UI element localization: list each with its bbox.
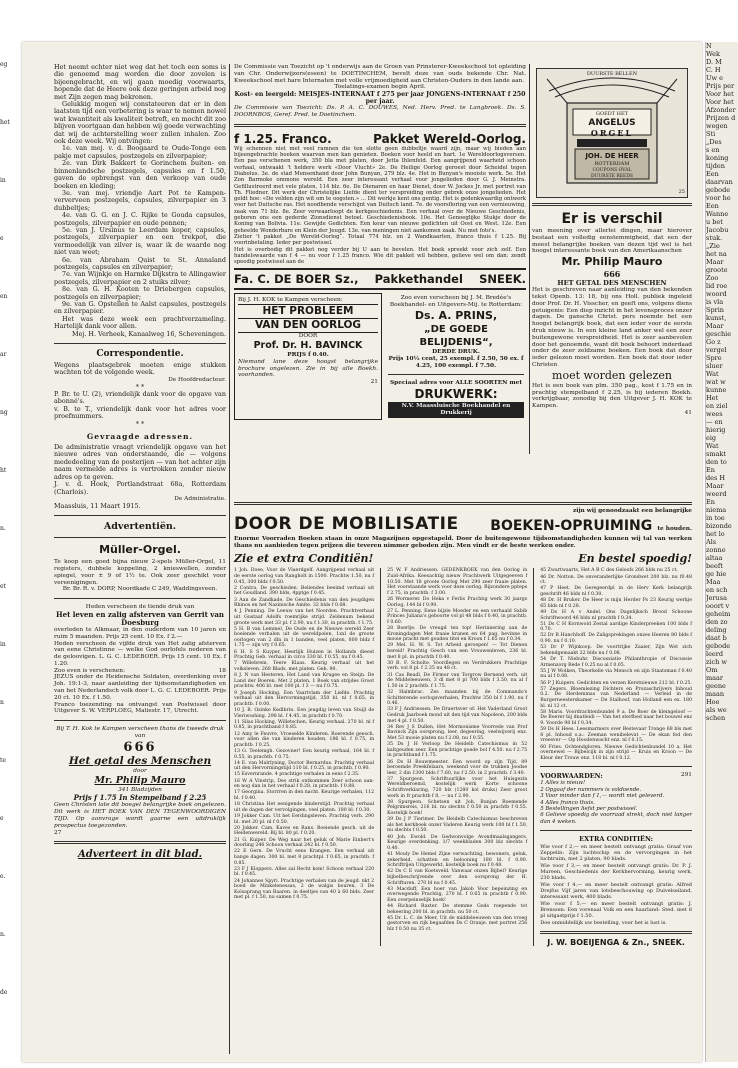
- book-offer: 46 Dr. Notton. De onveranderlijke Grondwet 200 blz. nu f0.48 ct.: [540, 574, 692, 586]
- right-edge-fragment: Om: [706, 666, 718, 674]
- book-offer: 58 Maris. Voordrachtenbundel 9 a. De Boer de kleingeloof — De Boerer bij dnatleidi — Van het sterfbed naar het bouwel enz 9. Voorde 98 bl f 0.34.: [540, 709, 692, 726]
- right-edge-fragment: Go z: [706, 338, 721, 346]
- left-edge-fragment: ng: [0, 409, 8, 416]
- right-edge-fragment: beeft: [706, 562, 723, 570]
- kweekschool-fees: Kost- en leergeld: MEISJES-INTERNAAT f 275 per jaar JONGENS-INTERNAAT f 250 per jaar.: [234, 91, 526, 106]
- bavinck-intro: Bij J. H. KOK te Kampen verscheen:: [238, 297, 343, 304]
- donation-item: 3e. van mej. vriendje Aart Pot te Kampen-ververveen postzegels, capsules, zilverpapier en 3 dubbeltjes;: [54, 188, 226, 212]
- left-edge-fragment: et: [0, 583, 6, 590]
- pakket-text-3: Het is overbodig dit pakket nog verder bij U aan te bevelen. Het boek spreekt voor zich zelf. Een handelswaarde van f 4 — nu voor f 1.25 franco. Wie dit pakket wil hebben, gelieve wel om dan: zendt speedig postwissel aan de: [234, 246, 526, 266]
- right-edge-fragment: Wat: [706, 442, 719, 450]
- right-edge-fragment: zonne: [706, 546, 726, 554]
- right-edge-fragment: En: [706, 466, 715, 474]
- right-edge-fragment: geene: [706, 682, 726, 690]
- right-edge-fragment: wegen: [706, 122, 728, 130]
- mobilisatie-title: DOOR DE MOBILISATIE: [234, 513, 459, 534]
- book-offer: 16 W A Vinstrip, Des strik ontkommen Zeer schoon aan- en nog dan in het verhaal f 0.28, in prachtb. f 0.88.: [234, 778, 375, 790]
- right-edge-fragment: voor he: [706, 194, 731, 202]
- right-edge-fragment: het na: [706, 250, 727, 258]
- book-offer: 39 Ds J P Tierimer. De Heidelb Catechismus beschreven als het kerkboek onzer Vaderen Keurig werk 100 bl f 1.50, nu slechts f 0.50.: [387, 817, 528, 834]
- orgel-label: GOEDT HET: [595, 111, 629, 117]
- book-offer: 25 W. F Andriessen. GEDENKBOEK van den Oorlog in Zuid-Afrika. Keesachtig nieuw Prachtwerk Uitgegeeven f 10.50. Met 18 groote Oorlog Met 290 zeer fraaie platen. Het voorstaande werk voor deze oorlog. Bijzondere ppteps f 2.75, in prachtb. f 3.00.: [387, 568, 528, 596]
- mobilisatie-subtitle: Enorme Voorraden Boeken staan in onze Magazijnen opgestapeld. Door de buitengewone tijdsomstandigheden kunnen wij tal van werken thans nu aanbieden tegen prijzen die teveren nimmer geboden zijn. Men vindt er de beste werken onder.: [234, 535, 692, 549]
- bavinck-price: PRIJS f 0.40.: [287, 352, 329, 359]
- book-offer: 59 Ds H Hees. Leesmarmers over Bestevaar Tronge 68 bls met 8 pl. Inhoud o.a.: Zeeman wenibelevat — De ekan fod den vreesver — Op Hoodenwacht enz. nl f 0.15.: [540, 727, 692, 744]
- right-edge-fragment: den to: [706, 458, 727, 466]
- book-offer: 55 J W Wolken, Theorkelle via Mensch en zijn Staatsman f 0.40 nu al f 0.08.: [540, 668, 692, 680]
- kweekschool-notice: De Commissie van Toezicht op 't onderwijs aan de Groen van Prinsterer-Kweekschool tot opleiding van Chr. Onderwijzers(essen) te DOETINCHEM, bevelt deze van ouds bekende Chr. Nat. Kweekschool met hare Internaten met volle vrijmoedigheid aan Christen-Ouders in den lande aan.: [234, 64, 526, 84]
- orgel-city: ROTTERDAM: [594, 161, 630, 167]
- kok-price: Prijs f 1.75 In Stempelband f 2.25: [73, 793, 207, 803]
- right-edge-fragment: Maa: [706, 578, 721, 586]
- mauro-text: Het is geschreven naar aanleiding van den bekenden tekst Openb. 13: 18, bij ons Holl. publiek ingeleid door Prof. Dr. H. Visscher, en geeft ons, volgens diens getuigenis: Een diep inzicht in het levensproces onzer dagen. De gansche Christ. pers noemde het een hoogst belangrijk boek, dat een ieder voor de eerste druk nieuw is. In een kleine land anker wel een zeer buitengewone verspreidheid. Het is zeer aanbevolen door het genoemde, want dit boek behoort inderdaad onder de zeer zeldzame boeken. Een boek dat door ieder gelezen moet worden. Een boek dat door ieder Christen: [532, 287, 692, 368]
- right-edge-fragment: Afzonder: [706, 106, 736, 114]
- right-edge-fragment: woord: [706, 290, 727, 298]
- left-edge-fragment: n.: [0, 525, 6, 532]
- book-offer: 56 P J Kuipers. Gedichten en verzen Kerstnieuwe 212 bl. f 0.25.: [540, 680, 692, 686]
- extra-condition-item: Doe onmiddellijk uw bestelling, voor het is lust is.: [540, 919, 667, 926]
- book-offer: 38 Spurgeon. Schetsen uit Joh. Bunjan Roemende Pelgrimsreis, 216 bl. nu slechts f 0.50 in prachtb f 0.55. Kostelijk boek!: [387, 799, 528, 817]
- book-offer: 6 H. S S Kuyper, Heerlijk Huizen in Hollands dieest Prachtig Geb. verhaal in circo 330 bl. f 0.55, nu f 0.45.: [234, 649, 375, 661]
- donation-item: 6e. van Abraham Quist te St. Annaland postzegels, capsules en zilverpapier;: [54, 255, 226, 271]
- right-edge-fragment: deling: [706, 626, 727, 634]
- donation-item: 2e. van Dirk Bakkert te Gorinchem buiten- en binnenlandsche postzegels, capsules en f 1.50, gaven de opbrengst van den verkoop van oude boeken en kleding;: [54, 159, 226, 190]
- right-edge-fragment: Jerusa: [706, 594, 727, 602]
- correspondence-2: P. Br. te U. (2), vriendelijk dank voor de opgave van abonné's.: [54, 390, 226, 406]
- right-edge-fragment: Sti: [706, 130, 716, 138]
- orgel-top-text: DUURSTE BELLEN: [586, 71, 638, 77]
- right-edge-fragment: „Zie: [706, 242, 720, 250]
- right-edge-fragment: des H: [706, 474, 726, 482]
- condition-item: 3 Voor minder dan f 1,— wordt niet geleverd.: [540, 793, 665, 800]
- date-line: Maassluis, 11 Maart 1915.: [54, 501, 141, 510]
- donation-list: [54, 145, 226, 330]
- book-offer: 49 Ds H A v Andel. Ons Dagelijksch Brood Schoone Schriftwoord 46 blds nl prachtb f 0.34.: [540, 609, 692, 621]
- left-edge-fragment: te: [0, 757, 6, 764]
- condition-item: 2 Opgaaf der nummers is voldoende.: [540, 786, 642, 793]
- right-edge-fragment: En: [706, 498, 715, 506]
- correspondence-sign: De Hoofdredacteur.: [168, 376, 226, 383]
- right-edge-fragment: gebode: [706, 642, 731, 650]
- book-offer: 7 Willebrem, Teere Klaas. Keurig verhaal uit het volksleven. 268 Blads. met platen. Geb. 90.: [234, 661, 375, 673]
- right-edge-fragment: Spre: [706, 354, 722, 362]
- orgel-tag-1: COUPONS OVAL: [592, 168, 632, 173]
- verschil-text: van meening over allerlei dingen, maar hierover bestaat een volledig eenstemmigheid, dat een der meest belangrijke boeken van dezen tijd wel is het hoogst interessante boek van den Amerikaanschen: [532, 228, 692, 255]
- right-edge-fragment: s en: [706, 146, 720, 154]
- right-edge-fragment: kunst,: [706, 314, 727, 322]
- orgel-brand: ANGELUS: [588, 118, 636, 128]
- administration-sign: De Administratie.: [174, 495, 226, 502]
- pakket-text-2: Zietier 't pakket „De Wereld-Oorlog“. Totaal 774 blz. en 2 Wandkaarten, franco thuis f 1.25. Bij voorinbetaling. Ieder per postwissel.: [234, 233, 526, 247]
- right-edge-fragment: Wanne: [706, 210, 729, 218]
- book-offer: 52 Dr B Hanchhoff. De Zaligsprekingen onzes Heeren 80 blds f 0.90. nu f 0.10.: [540, 633, 692, 645]
- left-edge-fragment: ar: [0, 351, 7, 358]
- book-offer: 33 F J Andriessen. De Draertsver of: Het Vaderland Groot Gedruk Jaarboek mond uit den tijd van Napoleon, 200 blds met 4 pl. f 0.50.: [387, 707, 528, 724]
- prins-author: Ds. A. PRINS,: [414, 309, 498, 323]
- right-edge-fragment: lid roe: [706, 282, 728, 290]
- right-edge-fragment: groote: [706, 266, 728, 274]
- extra-condition-item: Wie voor f 5,— en meer bestelt ontvangt gratis: J. Brenssen: Een vorenaal Volk en een haarland: Sted. met 8 pl uitgastprijs f 1.50.: [540, 900, 692, 919]
- book-offer: 27 L. Penning. Eene bijzie Moeder en een verhaald Sabib Princes Juliana's geboorte vol pl 48 blds f 0.40, in prachtb. f 0.60.: [387, 608, 528, 625]
- book-offer: 3 Aan de Zandkade. De Geschiedenis van den jeugdigen Rhinos en het Nazinische Amite. 32 blds f 0.08.: [234, 597, 375, 609]
- right-edge-fragment: „Des: [706, 138, 722, 146]
- orgel-maker: JOH. DE HEER: [585, 152, 639, 160]
- kok-author: Mr. Philip Mauro: [94, 774, 186, 786]
- jezus-soldaten-text: JEZUS onder de Heidensche Soldaten, overdenking over Joh. 19:1-3, naar aanleiding der tijdsomstandigheden en van het Nederlandsch volk door L. G. C. LEDEBOER. Prijs 20 ct. 10 Ex. f 1.50.: [54, 674, 226, 701]
- requested-addresses-heading: Gevraagde adressen.: [86, 432, 194, 442]
- right-edge-fragment: hierig: [706, 426, 726, 434]
- book-offer: 26 Wormerer. Do Heka v Ferlis Prachtig werk 30 jaargs Oorlog, 144 bl f 0.90.: [387, 596, 528, 608]
- moet-text: Het is een boek van plm. 350 pag., kost f 1.75 en in prachtig stempelband f 2.25, is bij iederen Boekh. verkrijgbaar, zonodig bij den Uitgever J. H. KOK te Kampen.: [532, 382, 692, 410]
- condition-item: 1 Alles is nieuw!: [540, 780, 586, 787]
- right-edge-fragment: het lo: [706, 530, 725, 538]
- right-edge-fragment: geschie: [706, 330, 732, 338]
- right-edge-fragment: zich w: [706, 658, 727, 666]
- right-edge-fragment: in toe: [706, 514, 725, 522]
- book-offer: 2 Contra, De geschieden. Beliendes beeimd verhaal uit het Goudland. 390 blds, 4pptge f 0.45.: [234, 585, 375, 597]
- right-edge-fragment: als we: [706, 706, 727, 714]
- column-right: [532, 64, 692, 417]
- opruiming-title: BOEKEN-OPRUIMING: [490, 517, 653, 534]
- mauro-name: Mr. Philip Mauro: [561, 255, 663, 269]
- right-edge-fragment: geheim: [706, 610, 731, 618]
- right-edge-fragment: Wat: [706, 370, 719, 378]
- right-edge-fragment: maar: [706, 674, 724, 682]
- de-boer-name: Fa. C. DE BOER Sz.,: [234, 272, 359, 287]
- right-edge-fragment: Een: [706, 202, 719, 210]
- book-offer: 23 F J Kloppers. Alles zal Recht kom! Schoon verhaal 220 bl. f 0.45.: [234, 866, 375, 878]
- extra-condition-item: Wie voor f 3,— en meer bestelt ontvangt gratis: Dr. P. J. Mureen, Geschiedenis der Kerkhervorming, keurig werk, 230 blads.: [540, 862, 692, 881]
- right-edge-fragment: Zoo: [706, 274, 719, 282]
- book-list-column-1: [234, 568, 374, 946]
- book-offer: 45 Zwartwaarts, Het A B C des Geloofs 266 blds nu 25 ct.: [540, 568, 678, 574]
- drukwerk-address: N.V. Maassluische Boekhandel en Drukkerij: [388, 402, 524, 418]
- book-offer: 35 Ds J H Verloop De Heidelb Catechismus in 52 kaltgeuden zeer. Een prachtige goede bol f 4.50. nu f 2.75 in prachtband f 1.75.: [387, 742, 528, 759]
- condition-item: 5 Bestellingen liefst per postwissel.: [540, 805, 638, 812]
- right-edge-fragment: smakt: [706, 450, 726, 458]
- bavinck-ad: [234, 293, 382, 419]
- moet-ref: 41: [684, 409, 692, 416]
- right-edge-fragment: Wek: [706, 50, 720, 58]
- right-edge-fragment: Voor het: [706, 90, 734, 98]
- book-list-column-2: [387, 568, 527, 946]
- book-offer: 41 Mouly De Hemel Zijne verwachting, bewoners, geluk, zekerheid, schatten en belooning 180 bl. f 0.90. Schriftrijen Uitgewerkt, kostelijk boek nu f 0.48.: [387, 851, 528, 869]
- book-offer: 36 Ds H Bouwmeester. Een woord op zijn Tijd, 89 beroemde Preekfelaars, weekend voor de trukken Joodse leer, 2 din 1300 blds f 7.60, nu f 2.50. in 2 prachtb. f 3.40.: [387, 759, 528, 776]
- muller-orgel-text: Te koop een goed bijna nieuw 2-spels Müller-Orgel, 11 registers, dubbele koppeling, 2 knieswellen, zonder spiegel, voor ± 9 of 1½ te. Ook zeer geschikt voor vereenigingen.: [54, 559, 226, 586]
- right-edge-fragment: sluer: [706, 362, 723, 370]
- book-offer: 44 Richard Baxter. De stemme Gods roepende tot bekeering 200 bl. in prachtb. nu 50 ct.: [387, 904, 528, 915]
- right-edge-fragment: Uw e: [706, 74, 723, 82]
- kok-intro: Bij T. H. Kok te Kampen verscheen thans de tweede druk van: [56, 726, 224, 740]
- stars-2: * *: [135, 419, 145, 428]
- mauro-book-title: HET GETAL DES MENSCHEN: [557, 279, 667, 288]
- mobilisatie-section: [234, 502, 692, 946]
- kok-pages: 341 Bladzijden: [118, 786, 162, 793]
- book-offer: 40 Joh. Ewold. De Gedwonvolge Avondmaalsgangers. Keurige overdenking. 1/7 weekbladen 300 blz slechts f 0.40.: [387, 834, 528, 851]
- right-page-edge: [705, 42, 738, 1062]
- book-offer: 24 Johannes Spyri. Prachtige verhalen van de jeugd. nkt 2 boed de Minkelenessas, 2 de walgis bouren, 3 De Kolsaprang van Baaren. in deeltjes van 40 à 60 blds. Zeer met pl. f 1.50, nu samen f 0.75.: [234, 878, 375, 901]
- right-edge-fragment: en sch: [706, 586, 728, 594]
- right-edge-fragment: Het: [706, 394, 719, 402]
- book-offer: 19 Jokker Cam. Uit het Eerdingsleven. Prachtig verh. 290 bl. met 20 pl. nl f 0.50.: [234, 814, 375, 825]
- right-edge-fragment: Jacobu: [706, 226, 729, 234]
- right-edge-fragment: daat b: [706, 634, 727, 642]
- orgel-ref: 25: [678, 189, 685, 195]
- condition-item: 6 Gelieve spoedig de voorraad strekt, doch niet langer dan 4 weken.: [540, 812, 692, 825]
- bavinck-title-1: HET PROBLEEM: [238, 304, 378, 319]
- right-edge-fragment: N: [706, 42, 712, 50]
- book-offer: 29 Mel. H. W. S. Tot Arbeid geroepen! — Tot Dienen bereid! Prachtig Gesch van een Vrouwenleven, 236 bl. met 8 pl. in prachtb f 0.40.: [387, 643, 528, 660]
- drukwerk-intro: Speciaal adres voor ALLE SOORTEN met: [389, 380, 523, 387]
- left-edge-fragment: eg: [0, 61, 8, 68]
- kok-door: door: [133, 767, 147, 774]
- prins-title: „DE GOEDE BELIJDENIS“,: [419, 324, 493, 349]
- book-offer: 34 Rev J S Dullen, Het Mormonisme Voorrede van Prof Bavinck Zijn oorsprong, leer, degeering, veelwijverij enz. Met 53 mooie platen nu f 2.08, nu f 0.55.: [387, 724, 528, 741]
- book-offer: 20 Jokker. Cam. Kaves en Rans. Boeiende gesch. uit de Heidenwereld. Bij bl. 80 pl. f 0.20.: [234, 825, 375, 837]
- book-offer: 47 P Heet. De Geregeerdpl in de Herv Kerk belangrijk geschrift 46 blds nl f 0.30.: [540, 586, 692, 597]
- orgel-tag-2: DUURSTE REEDS: [590, 174, 634, 179]
- right-edge-fragment: daarvan: [706, 178, 733, 186]
- right-edge-fragment: u bet: [706, 218, 723, 226]
- left-edge-fragment: e: [0, 235, 4, 242]
- right-edge-fragment: Voor het: [706, 98, 734, 106]
- right-edge-fragment: schen: [706, 714, 726, 722]
- prins-intro: Zoo even verscheen bij J. M. Bredée's Boekhandel- en Uitgevers-Mij. te Rotterdam:: [389, 295, 523, 309]
- right-edge-fragment: altaa: [706, 554, 723, 562]
- book-offer: 37 Spurgeon. Schriftuurlijke voor het Huisgezin Wereldberoemd, kostelijk werk Korte schoone Schriftverklaring, 720 blz (1280 kol druks) Zeer groot werk in fr prachtb f 8, — nu f 2.90.: [387, 776, 528, 799]
- right-edge-fragment: Maar: [706, 482, 724, 490]
- right-edge-fragment: — en: [706, 418, 723, 426]
- de-boer-business: Pakkethandel: [374, 272, 463, 287]
- doesburg-title: Het leven en zalig afsterven van Gerrit van Doesburg: [56, 609, 224, 627]
- left-edge-fragment: het: [0, 119, 10, 126]
- book-offer: 11 Silas Hocking, Willetschen, Keurig verhaal. 270 bl. nl f 0.85, in prachtband f 0.85.: [234, 719, 375, 731]
- signature: Mej. H. Verheek, Kanaalweg 16, Scheveningen.: [72, 329, 226, 338]
- left-edge-fragment: n.: [0, 931, 6, 938]
- book-offer: 51 Ds C H Kornwold Zestal aardige Kinderpreeken 100 blds f 0.70.: [540, 621, 692, 633]
- book-offer: 54 Dr T. Niebuhr. Discussiatie Philanthropie of Discussie Armenzorg Rede f 0.25 nu al f 0.05.: [540, 657, 692, 668]
- orgel-word: ORGEL: [590, 128, 634, 138]
- left-edge-fragment: en: [0, 293, 8, 300]
- right-edge-fragment: maan: [706, 690, 725, 698]
- right-edge-fragment: vergel: [706, 346, 727, 354]
- advertisements-heading: Advertentiën.: [103, 521, 177, 533]
- drukwerk-title: DRUKWERK:: [414, 387, 498, 402]
- requested-addresses-addr: J. v. d. Hoek, Portlandstraat 68a, Rotterdam (Charlois).: [54, 480, 226, 496]
- correspondence-text: Wegens plaatsgebrek moeten enige stukken wachten tot de volgende week.: [54, 361, 226, 377]
- intro-paragraph-2: Gelukkig mogen wij constateeren dat er in den laatsten tijd een verbetering is waar te nemen nowel wat kwantiteit als kwaliteit betreft, en mocht dit zoo blijven voortgaan dan hebben wij goede verwachting dat wij de achterstelling weer zullen inhalen. Zoo ook deze week. Wij ontvingen:: [54, 100, 226, 146]
- kok-number: 666: [123, 739, 157, 755]
- right-edge-fragment: Prijzen d: [706, 114, 736, 122]
- book-offer: 15 Esvernrande. 4 prachtige verhalen in eens f 2.35.: [234, 772, 360, 778]
- donation-item: 7e. van Wijnkje en Harmke Dijkstra te Allingawier postzegels, zilverpapier en 2 stuiks zilver;: [54, 270, 226, 286]
- right-edge-fragment: koning: [706, 154, 729, 162]
- right-edge-fragment: weerd: [706, 490, 727, 498]
- left-edge-fragment: de: [0, 989, 8, 996]
- bestel-heading: En bestel spoedig!: [578, 552, 692, 566]
- right-edge-fragment: niema: [706, 506, 727, 514]
- extra-condition-item: Wie voor f 4,— en meer bestelt ontvangt gratis: Alfred Drejfus Vijf jaren van lotsbeschouwing op Duivelseiland, interessant werk, 400 blads.: [540, 881, 692, 900]
- right-edge-fragment: stuk.: [706, 234, 723, 242]
- pakket-price: f 1.25. Franco.: [234, 131, 332, 146]
- book-offer: 12 Amy le Feuvre, Vroeselde Kinderen. Roerende geesch. voor allen die van kinderen houden, 186 bl. f 0.75, in prachtb. f 0.25.: [234, 731, 375, 748]
- right-edge-fragment: bizonde: [706, 522, 732, 530]
- moet-heading: moet worden gelezen: [552, 368, 672, 382]
- mauro-number: 666: [603, 269, 621, 280]
- right-edge-fragment: Een: [706, 170, 719, 178]
- voorwaarden-heading: VOORWAARDEN:: [540, 772, 603, 781]
- book-offer: 17 Georgina. Storrren in den nacht. Keurige verhalen, 112 bl. f 0.40.: [234, 790, 375, 802]
- book-offer: 42 Ds C E van Koetsveld. Vanwaar onzen Bijbel? Keurige bijbelbeschrijvende over den oorsprong der H. Schrifturen. 270 bl nu f 0.45.: [387, 869, 528, 886]
- left-edge-fragment: e: [0, 815, 4, 822]
- book-offer: 31 Cas Beadl, De Firmor van Torgrow Bernend verh. uit de Middeleeuwen, 3 dl met 8 pl 700 blds f 3.50, nu al f 1.50 in 2 prachtb. f 1.75.: [387, 672, 528, 689]
- donation-item: 5e. van J. Ursinus te Leerdam koper, capsules, postzegels, zilverpapier en een trekpot, die vermoedelijk van zilver is, waar ik de waarde nog niet van weet;: [54, 225, 226, 257]
- book-offer: 30 B. F. Scholte. Voordlegen en Verdrukkers Prachtige verh. vol 8 pl. f 2.35 nu 48 ct.: [387, 660, 528, 672]
- advertise-here-footer: Adverteert in dit blad.: [77, 849, 203, 861]
- left-edge-fragment: in: [0, 177, 6, 184]
- book-offer: 9 Joseph Hocking. Een Vaartvlam der Liefde. Prachtig verhaal uit den Hervormingstijd, 350 bl. nl f 0.65, in prachtb. f 0.00.: [234, 690, 375, 707]
- de-boer-city: SNEEK.: [479, 272, 526, 287]
- book-offer: 28 Boerlje. De vreugd ten top! Herinnering aan de Kroningdagen Met fraaie kranen en 64 pag. bevinne in mooie pracht met gouden titel en Kroon f 1.65 nu f 0.34.: [387, 626, 528, 643]
- prins-edition: DERDE DRUK.: [432, 349, 480, 356]
- left-edge-fragment: e.: [0, 873, 6, 880]
- newspaper-page: [22, 42, 702, 1062]
- book-offer: 8 J. N van Hesteren, Het Land van Krugee en Steijn. De Land der Boeren. Met 2 platen, 1 Boek van strijdes Groot prachtw. 406 bl. met 100 pl. f 3 — nu f 0.75.: [234, 673, 375, 690]
- kok-text: Geen Christen late dit boegel belangrijke boek ongelezen. Dit werk is HET BOEK VAN DEN TEGENWOORDIGEN TIJD. Op aanvrage wordt gaarne een uitdruklijk prospectus toegezonden.: [54, 802, 226, 829]
- column-middle: [234, 64, 526, 420]
- extra-conditien-heading: EXTRA CONDITIËN:: [579, 835, 654, 844]
- right-edge-fragment: D. M: [706, 58, 722, 66]
- verploeg-text: Franco toezending na ontvangst van Postwissel door Uitgever S. W. VERPLOEG, Maliestr. 17, Utrecht.: [54, 701, 226, 715]
- right-edge-fragment: Hoe: [706, 698, 720, 706]
- bavinck-ref: 21: [370, 379, 378, 386]
- book-offer: 5 H. B van Lemmel, De Oude en de Nieuwe wereld Zeer boeiende verhalen uit de wereldpolen, 1xxl de groote oorlogen van 2 dln in 1 banden, veel platen, 800 bldz f 1.75 — zijn vry f 0.65.: [234, 626, 375, 649]
- book-offer: 43 Macduff, Een hoer van Jakob Voor bepeinzing en overwegende Prachtig, 270 bl. f 0.65 in prachtb f 0.90. Een overpeinselijk boek!: [387, 886, 528, 903]
- book-offer: 53 Dr P Wijnkoop. De voortrijke Zaaier, Zijn Wet zich bekendgemaakt 22 blds nu f 0.08.: [540, 645, 692, 656]
- right-edge-fragment: Sprin: [706, 306, 724, 314]
- verschil-heading: Er is verschil: [561, 211, 663, 227]
- right-edge-fragment: Prijs per: [706, 82, 735, 90]
- right-edge-fragment: wees: [706, 410, 723, 418]
- right-edge-fragment: kunne: [706, 386, 727, 394]
- voorwaarden-ref: 291: [680, 772, 692, 779]
- right-edge-fragment: C. H: [706, 66, 721, 74]
- donation-item: Het was deze week een prachtverzameling. Hartelijk dank voor allen.: [54, 314, 226, 331]
- conditien-heading: Zie et extra Conditiën!: [234, 552, 374, 566]
- right-edge-fragment: den zo: [706, 618, 728, 626]
- boeijenga-footer: J. W. BOEIJENGA & Zn., SNEEK.: [547, 937, 685, 947]
- bavinck-title-2: VAN DEN OORLOG: [238, 319, 378, 333]
- right-edge-fragment: leerd: [706, 650, 724, 658]
- correspondence-heading: Correspondentie.: [96, 349, 184, 360]
- left-edge-fragment: ht: [0, 467, 7, 474]
- kweekschool-sign: De Commissie van Toezicht: Ds. P. A. C. DOUWES, Ned. Herv. Pred. te Langbroek. Ds. S. DOORNBOS, Geref. Pred. te Doetinchem.: [234, 105, 526, 118]
- left-edge-fragment: n: [0, 699, 4, 706]
- extra-condition-item: Wie voor f 2,— en meer bestelt ontvangt gratis: Graaf von Zeppelin: Zijn luchtschip en de vervorgingen in het luchtruim, met 2 platen, 90 blads.: [540, 843, 692, 862]
- book-offer: 57 Zegers. Bloemlezing Dichters en Prozaschrijvers Inhoud 0.2. De Herdemmas van Nederland — Verleid in de Burgerneesterskamer — De Stalhoof, van Holland een ex. 180 bl. nl 12 ct.: [540, 686, 692, 709]
- donation-item: 8e. van G. H. Kooten te Driebergen capsules, postzegels en zilverpapier;: [54, 285, 226, 301]
- mobilisatie-right-1: zijn wij genoodzaakt een belangrijke: [572, 508, 692, 514]
- book-offer: 10 J. B. Ozinke Kedlbrin. Een jeugdig leven van Stuijl de Vleriwsshing. 298 bl. f 4.45, in prachtb f 0.70.: [234, 707, 375, 719]
- condition-item: 4 Alles franco thuis.: [540, 799, 595, 806]
- just-published-ref: 18: [218, 667, 226, 674]
- right-edge-fragment: gebode: [706, 186, 731, 194]
- bavinck-text: Niemand lane deze hoogst belangrijke brochure ongelezen. Zie in bij alle Boekh. voorhanden.: [238, 358, 378, 379]
- right-edge-fragment: wat w: [706, 378, 726, 386]
- donation-item: 1e. van mej. v. d. Boogaard te Oude-Tonge een pakje met capsules, postzegels en zilverpapier;: [54, 144, 226, 160]
- stars: * *: [135, 382, 145, 391]
- donation-item: 4e. van G. G. en J. C. Rijke te Gouda capsules, postzegels, zilverpapier en oude pennen;: [54, 211, 226, 227]
- requested-addresses-text: De administratie vraagt vriendelijk opgave van het nieuwe adres van onderstaande, die — volgens mededeeling van de posterijen — van het achter zijn naam vermelde adres is vertrokken zonder nieuw adres op te geven.: [54, 443, 226, 481]
- kweekschool-exam: Toelatings-examen begin April.: [334, 84, 426, 91]
- doesburg-intro: Heden verscheen de tiende druk van: [85, 604, 195, 611]
- left-edge-fragment: in: [0, 641, 6, 648]
- bavinck-author: Prof. Dr. H. BAVINCK: [253, 340, 363, 352]
- bavinck-door: DOOR: [298, 333, 318, 340]
- pakket-text: Wij schennen niet met veel ramnen die ten slotte geen dubbeltje waard zijn, maar wij bieden aan bijeengebrachte boeken waarvan men kan genieten. Boeken voor heeld en hart. 1e Wereldoorlogsversen. Een pas verschenen werk, 350 bla met platen, door Jetta Ihlenfeld. Een aangrijpend waarheid schoon verhaal, ontwaakt 't heldere werk «Door Vlucht» 2e. De Heilige Oorlog geroest door Scheidel tegen Diabolus. 3e. de stad Mensenhand door John Bunyan, 279 blz. 4e. Het in Bunyan's mooiste werk. 5e. Het Zon Barmoke ommone wereld. Een zeer interessant verhaal voor jongelieden door G. J. Meinstra. Gefillustreerd met vele platen, 114 blz. 6e. De Dienaren en haar Dienst, door W. Jockes Jr. met portret van Th. Fliedner. Dit werk der Christelijke Liefde dient ter verspreiding onder gebrek onze jongelieden. Het geldt hoe: «De velden zijn wit om te oogsten.» ... Dit werkje kent ons gentig. Het is gedenkwaardig ontwerk voor het Duitsche ras. Het noodbende verschijnt van Duitsch land. 7e. de voorsfloring van een vernieuwing, zaak van 71 blz. 8e. Zeer verwaarloopt de kerkgeschiedenis. Een verhaal over de Nieuwe Geschiedenis, geboren ons een gederde Zionsdienst betoel. Geschiedenisbook. 10e. Het Genoeglijke Stukje door de Koning van Bolivia. 11e. Gewijde Gedichten. Een keur van nieuwe gedichten uit Oost en West. 12e. Een geheelde Wonderbare en Klein der Jeugd. 13e. van meningen niet aankomen zaak. Nu met foto's.: [234, 145, 526, 234]
- correspondence-3: v. B. te T., vriendelijk dank voor het adres voor proefnummers.: [54, 404, 226, 421]
- pakket-title: Pakket Wereld-Oorlog.: [373, 131, 526, 146]
- book-offer: 18 Christina Het eenigende kinderstijd. Prachtig verhaal uit de dagen der vervolgingen, veel platen. 180 bl. f 0.30.: [234, 802, 375, 813]
- right-edge-fragment: Maar: [706, 258, 724, 266]
- right-edge-fragment: eig: [706, 434, 717, 442]
- just-published-label: Zoo even is verschenen:: [54, 667, 125, 674]
- doesburg-text: overleden te Alkmaar, in den ouderdom van 10 jaren en ruim 5 maanden. Prijs 25 cent. 10 Ex. f 2.—: [54, 626, 226, 640]
- muller-orgel-address: Br. Br. R. v. DORP, Noordkade C 249, Waddingsveen.: [62, 586, 218, 593]
- book-offer: 4 J. Penning. De Leeuw van het Noorden. Prachtverhaal uit Gustaaf Adolfs roemrijke strijd. Zeldenum bekend groote werk met 33 pl. f 2.90, nu f 1.30, in prachtb. f 1.75.: [234, 609, 375, 626]
- book-offer: 13 G. Teelemgh. Gezovner! Een keurig verhaal, 164 bl. f 0.55, in prachtb. f 0.75.: [234, 748, 375, 760]
- angelus-orgel-illustration: [536, 68, 688, 198]
- book-offer: 14 E. van Malrlyning, Doctor Bernardus. Prachtig verhaal uit den Hervormingstijd 110 bl. f 0.25, in prachtb. f 0.90.: [234, 760, 375, 772]
- book-list-column-3: [540, 568, 692, 946]
- intro-paragraph: Het neemt echter niet weg dat het toch een soms is die genoemd mag worden die door zovelen is bijeengebracht, en wij gaan moedig voorwaarts, hopende dat de Heere ook deze geringen arbeid nog met Zijn zegen mag bekronen.: [54, 63, 226, 101]
- book-offer: 60 Fries. Ochtendgloren. Nieuwe Gedichtenbundel 10 a. Het overnewel — Bijbelcijk in zijn strijd — Kruis en Kroon — De Kleur der Trouw enz. 118 bl. nl f 0.12.: [540, 744, 692, 761]
- book-offer: 45 Dr. L. C. de Meer, Uit de middeleeuwen van den vroeg gestorven en rijk begaafden Ds C Oranje. met portret 256 blz f 0.50 nu 35 ct.: [387, 915, 528, 933]
- christinne-text: Heden verscheen de vijfde druk van Het zalig afsterven van eene Christinne — welke God oorlofels nederen van de geloovigen. L. G. C. LEDEBOER. Prijs 15 cent. 10 Ex. f 1.20.: [54, 640, 226, 667]
- muller-orgel-title: Müller-Orgel.: [99, 543, 181, 557]
- right-edge-fragment: Als: [706, 538, 717, 546]
- mobilisatie-right-3: te houden.: [657, 525, 692, 532]
- prins-price: Prijs 10½ cent, 25 exempl. f 2.50, 50 ex. f 4.25, 100 exempl. f 7.50.: [388, 355, 524, 369]
- kok-page-ref: 27: [54, 829, 62, 836]
- left-page-edge: [0, 60, 20, 1050]
- right-edge-fragment: is vla: [706, 298, 724, 306]
- donation-item: 9e. van G. Opstellen te Aalst capsules, postzegels en zilverpapier.: [54, 300, 226, 316]
- right-edge-fragment: en ziel: [706, 402, 728, 410]
- book-offer: 32 Haimbrac. Zes maanden bij de Commando's Schitterende oorlogsverhalen, Prachtw 350 bl f 1.90, nu f 0.46.: [387, 690, 528, 707]
- column-left: [54, 64, 226, 861]
- right-edge-fragment: Maar: [706, 322, 724, 330]
- right-edge-fragment: ge hie: [706, 570, 727, 578]
- book-offer: 48 Dr. H Bruker. De Heer is mijn Herder Ps 23 Keurig werkje 65 blds nl f 0.28.: [540, 598, 692, 609]
- book-offer: 1 Joh. Doee, Voor de Vlaerdgelf. Aangrijpend verhaal uit de eerste oorlog van Rangholt in 1500. Prachtw 1.50, nu f 0.45, 300 bldz f 0.50.: [234, 568, 375, 585]
- book-offer: 21 G. Kuiper. De Weg naar het geluk of Marie Einbert's doorling 246 Schoon verhaal 242 bl. f 0.50.: [234, 837, 375, 849]
- right-edge-fragment: tijden: [706, 162, 725, 170]
- book-offer: 22 E Gern. De Vrucht eens Krangen. Een verhaal uit bange dagen. 300 bl. met 8 prachtpl. f 0.65, in prachtb. f 0.85.: [234, 849, 375, 866]
- right-edge-fragment: ooort v: [706, 602, 730, 610]
- prins-ad: [386, 293, 526, 419]
- kok-book-title: Het getal des Menschen: [68, 754, 212, 767]
